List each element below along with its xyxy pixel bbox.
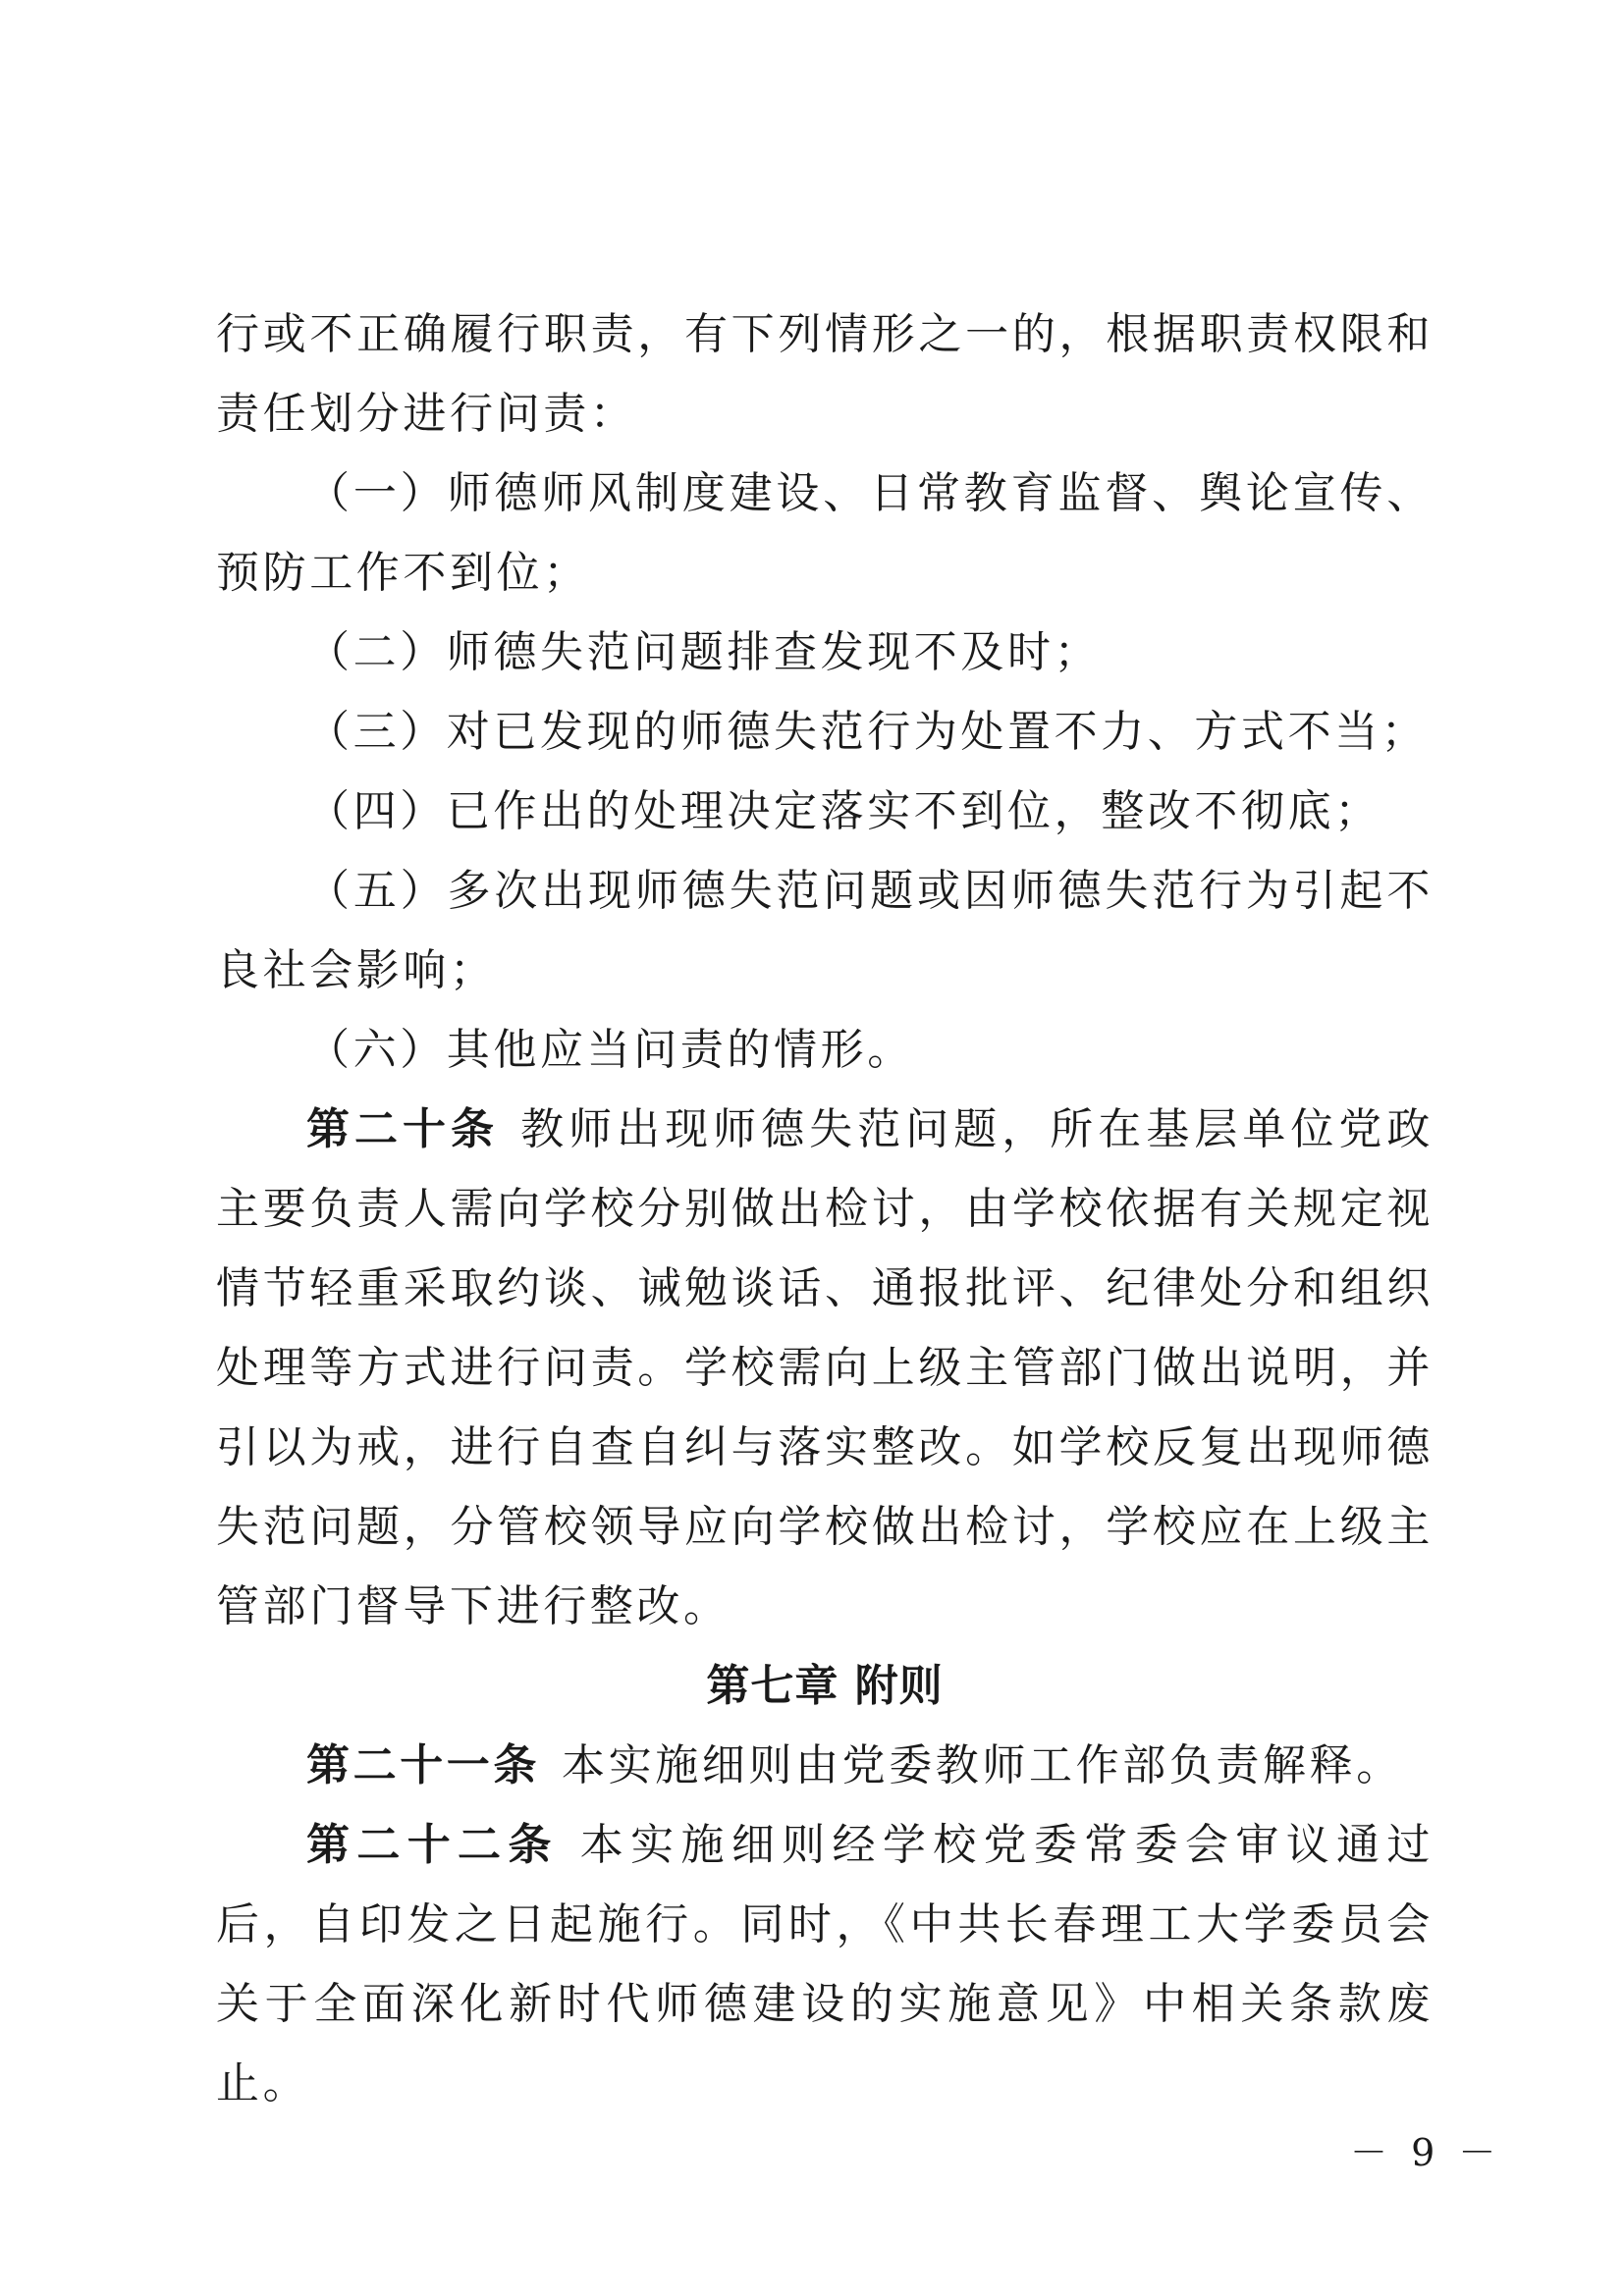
page-number: － 9 － <box>1350 2131 1502 2174</box>
article-20-text: 教师出现师德失范问题，所在基层单位党政主要负责人需向学校分别做出检讨，由学校依据有关规定视情节轻重采取约谈、诫勉谈话、通报批评、纪律处分和组织处理等方式进行问责。学校需向上级主管部门做出说明，并引以为戒，进行自查自纠与落实整改。如学校反复出现师德失范问题，分管校领导应向学校做出检讨，学校应在上级主管部门督导下进行整改。 <box>216 1104 1434 1631</box>
article-20 <box>216 1090 1434 1646</box>
list-item-2: （二）师德失范问题排查发现不及时； <box>306 627 1102 677</box>
list-item-6: （六）其他应当问责的情形。 <box>306 1025 914 1075</box>
article-21 <box>216 1726 1434 1805</box>
article-21-text: 本实施细则由党委教师工作部负责解释。 <box>562 1740 1403 1790</box>
list-item-5: （五）多次出现师德失范问题或因师德失范行为引起不良社会影响； <box>216 866 1434 995</box>
article-21-heading: 第二十一条 <box>306 1740 540 1790</box>
document-body <box>216 294 1434 2123</box>
paragraph-continuation: 行或不正确履行职责，有下列情形之一的，根据职责权限和责任划分进行问责： <box>216 309 1434 439</box>
article-20-heading: 第二十条 <box>306 1104 500 1154</box>
article-22 <box>216 1805 1434 2123</box>
list-item-1: （一）师德师风制度建设、日常教育监督、舆论宣传、预防工作不到位； <box>216 468 1434 598</box>
list-item-3: （三）对已发现的师德失范行为处置不力、方式不当； <box>306 707 1429 757</box>
article-22-text: 本实施细则经学校党委常委会审议通过后，自印发之日起施行。同时，《中共长春理工大学委员会关于全面深化新时代师德建设的实施意见》中相关条款废止。 <box>216 1820 1434 2109</box>
chapter-7-title: 第七章 附则 <box>706 1661 944 1711</box>
article-22-heading: 第二十二条 <box>306 1820 559 1870</box>
list-item-4: （四）已作出的处理决定落实不到位，整改不彻底； <box>306 786 1381 836</box>
